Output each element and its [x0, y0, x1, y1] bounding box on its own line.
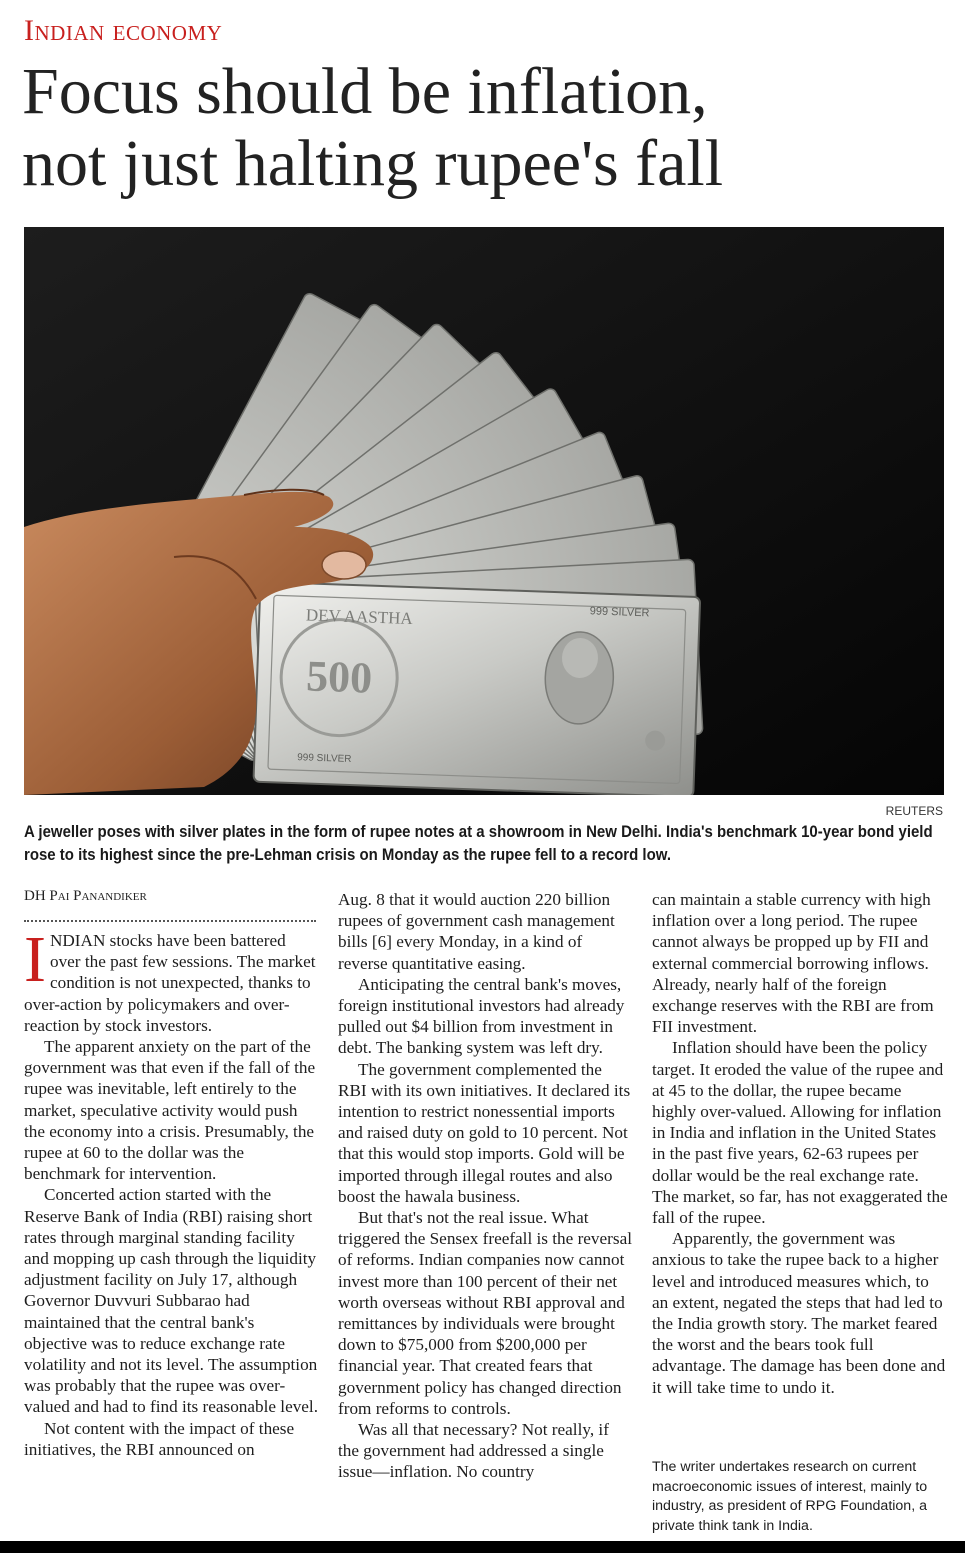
paragraph: can maintain a stable currency with high inflation over a long period. The rupee cannot always be propped up by FII and external commercial borrowing inflows. Already, nearly half of the foreign exchange reserves with the RBI are from FII investment. — [652, 890, 934, 1037]
drop-cap: I — [24, 923, 46, 996]
paragraph-text: NDIAN stocks have been battered over the past few sessions. The market condition is not unexpected, thanks to over-action by policymakers and over-reaction by stock investors. — [24, 931, 316, 1035]
paragraph: Apparently, the government was anxious to take the rupee back to a higher level and introduced measures which, to an extent, negated the steps that had led to the India growth story. The market feared the worst and the bears took full advantage. The damage has been done and it will take time to undo it. — [652, 1229, 946, 1397]
paragraph: Anticipating the central bank's moves, foreign institutional investors had already pulled out $4 billion from investment in debt. The banking system was left dry. — [338, 974, 625, 1058]
paragraph: Inflation should have been the policy target. It eroded the value of the rupee and at 45 to the dollar, the rupee became highly over-valued. Allowing for inflation in India and inflation in the United States in the past five years, 62-63 rupees per dollar would be the real exchange rate. The market, so far, has not exaggerated the fall of the rupee. — [652, 1038, 948, 1228]
plate-value-text: 500 — [305, 651, 374, 703]
headline-line-2: not just halting rupee's fall — [22, 127, 724, 200]
byline-divider — [24, 920, 316, 922]
paragraph: Aug. 8 that it would auction 220 billion rupees of government cash management bills [6] every Monday, in a kind of reverse quantitative easing. — [338, 890, 615, 973]
front-silver-plate — [253, 582, 700, 795]
plate-brand-text: DEV AASTHA — [305, 605, 414, 629]
byline: DH Pai Panandiker — [24, 888, 147, 904]
paragraph: The apparent anxiety on the part of the government was that even if the fall of the rupee was inevitable, left entirely to the market, speculative activity would push the economy into a crisis. Presumably, the rupee at 60 to the dollar was the benchmark for intervention. — [24, 1037, 316, 1184]
paragraph: But that's not the real issue. What triggered the Sensex freefall is the reversal of reforms. Indian companies now cannot invest more than 100 percent of their net worth overseas without RBI approval and remittances by individuals were brought down to $75,000 from $200,000 per financial year. That created fears that government policy has changed direction from reforms to controls. — [338, 1208, 632, 1418]
headline-line-1: Focus should be inflation, — [22, 55, 708, 128]
section-label: Indian economy — [24, 14, 223, 47]
silver-notes-illustration — [24, 227, 944, 795]
article-column-1 — [24, 923, 320, 1460]
paragraph: The government complemented the RBI with its own initiatives. It declared its intention to restrict nonessential imports and raised duty on gold to 10 percent. Not that this would stop imports. Gold will be imported through illegal routes and also boost the hawala business. — [338, 1059, 631, 1206]
photo-credit: REUTERS — [885, 804, 943, 818]
paragraph: Was all that necessary? Not really, if the government had addressed a single issue—inflation. No country — [338, 1420, 609, 1482]
article-column-2 — [338, 889, 634, 1483]
page-bottom-bar — [0, 1541, 965, 1553]
author-note: The writer undertakes research on current macroeconomic issues of interest, mainly to industry, as president of RPG Foundation, a private think tank in India. — [652, 1459, 928, 1534]
paragraph — [24, 923, 320, 1036]
paragraph: Concerted action started with the Reserve Bank of India (RBI) raising short rates through marginal standing facility and mopping up cash through the liquidity adjustment facility on July 17, although Governor Duvvuri Subbarao had maintained that the central bank's objective was to reduce exchange rate volatility and not its level. The assumption was probably that the rupee was over-valued and had to find its reasonable level. — [24, 1185, 319, 1417]
article-column-3 — [652, 889, 948, 1398]
article-photo — [24, 227, 944, 795]
plate-bottom-text: 999 SILVER — [297, 752, 352, 766]
paragraph: Not content with the impact of these initiatives, the RBI announced on — [24, 1418, 295, 1459]
headline — [22, 56, 942, 200]
photo-caption: A jeweller poses with silver plates in the form of rupee notes at a showroom in New Delhi. India's benchmark 10-year bond yield rose to its highest since the pre-Lehman crisis on Monday as the rupee fell to a record low. — [24, 823, 933, 864]
plate-top-text: 999 SILVER — [589, 605, 650, 620]
